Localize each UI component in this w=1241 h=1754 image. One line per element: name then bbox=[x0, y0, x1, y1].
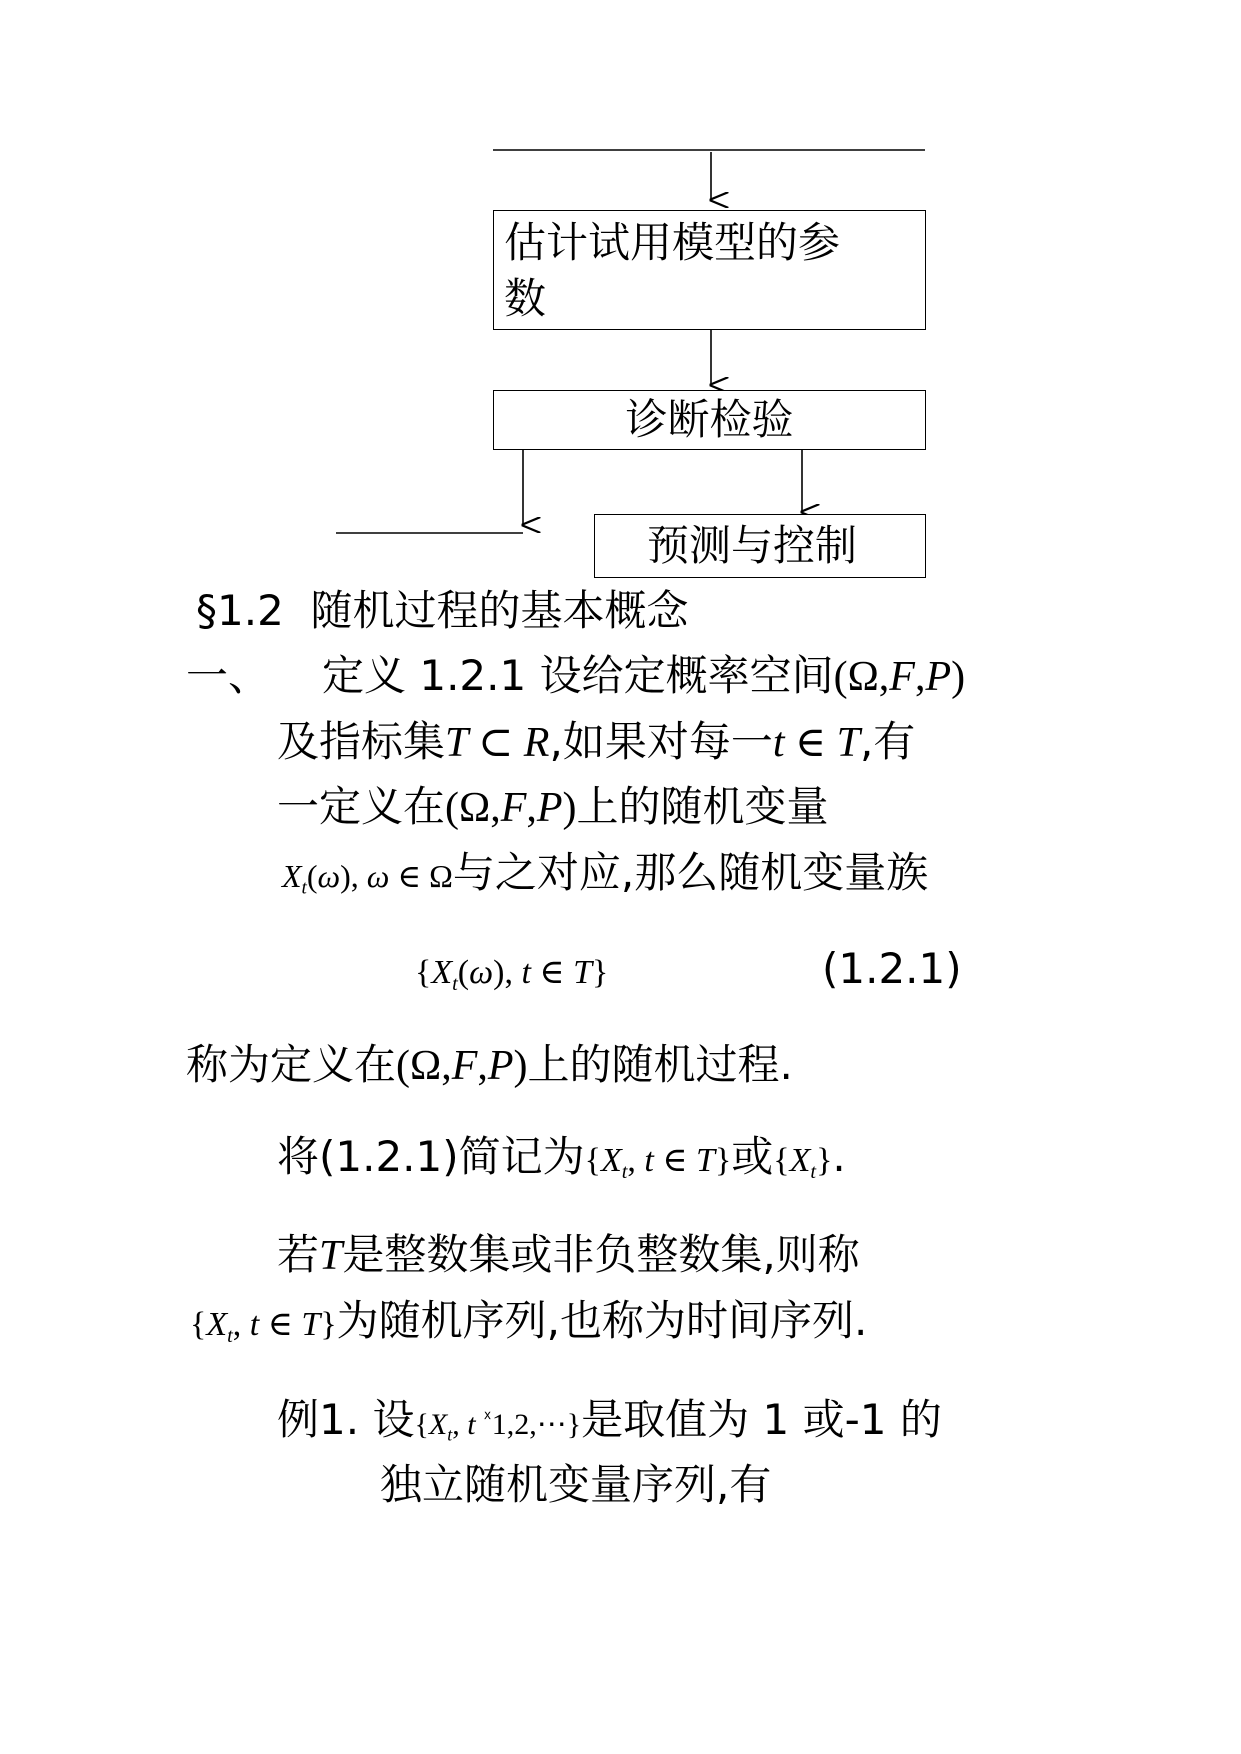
definition-line1-text: 设给定概率空间 bbox=[539, 651, 834, 700]
definition-line-4 bbox=[282, 844, 928, 918]
example-line-1 bbox=[277, 1390, 942, 1463]
def-line2-b: ,如果对每一 bbox=[549, 717, 773, 766]
definition-marker: 一、 bbox=[186, 651, 271, 700]
forecast-control-box bbox=[594, 514, 926, 578]
definition-line-3 bbox=[277, 778, 829, 837]
def-line4-b: 与之对应,那么随机变量族 bbox=[452, 848, 929, 897]
example-sequence-formula: {$X_t$, t $^ᕁ$1,2,⋯} bbox=[414, 1408, 582, 1445]
example-b: 是取值为 1 或-1 的 bbox=[581, 1395, 942, 1444]
T-symbol: T bbox=[319, 1233, 343, 1279]
probability-space-2: (Ω,F,P) bbox=[445, 785, 577, 831]
sequence-line2-b: 为随机序列,也称为时间序列. bbox=[336, 1296, 868, 1345]
probability-space: (Ω,F,P) bbox=[833, 654, 966, 700]
shortest-notation-formula: $\{X_t\}$ bbox=[773, 1142, 833, 1184]
notation-a: 将(1.2.1)简记为 bbox=[277, 1132, 585, 1181]
def-line2-c: ,有 bbox=[859, 717, 916, 766]
index-set-formula: T ⊂ R bbox=[445, 720, 550, 766]
notation-c: . bbox=[832, 1132, 846, 1181]
sequence-formula: {$X_t$, t ∈ T} bbox=[190, 1306, 337, 1348]
def-line5-a: 称为定义在 bbox=[186, 1040, 397, 1089]
sequence-line-1 bbox=[277, 1226, 860, 1285]
definition-line-1 bbox=[322, 647, 965, 706]
equation-number: (1.2.1) bbox=[822, 944, 962, 993]
diagnostic-check-label: 诊断检验 bbox=[625, 395, 794, 444]
definition-title: 定义 1.2.1 bbox=[322, 651, 527, 700]
short-notation-formula: {$X_t$, t ∈ T} bbox=[584, 1142, 732, 1184]
def-line3-a: 一定义在 bbox=[277, 782, 446, 831]
sequence-line-2 bbox=[190, 1292, 867, 1365]
diagnostic-check-box bbox=[493, 390, 926, 450]
t-in-T-formula: t ∈ T bbox=[772, 720, 860, 766]
definition-line-5 bbox=[186, 1036, 793, 1095]
notation-b: 或 bbox=[731, 1132, 774, 1181]
sequence-a: 若 bbox=[277, 1230, 320, 1279]
definition-line-2 bbox=[277, 713, 915, 772]
process-family-formula: {$X_t(\omega)$, t ∈ T} bbox=[415, 954, 609, 996]
estimate-parameters-box bbox=[493, 210, 926, 330]
section-heading: §1.2 随机过程的基本概念 bbox=[196, 586, 689, 635]
def-line2-a: 及指标集 bbox=[277, 717, 446, 766]
example-line-2: 独立随机变量序列,有 bbox=[380, 1460, 772, 1509]
forecast-control-label: 预测与控制 bbox=[647, 521, 858, 570]
notation-line bbox=[277, 1128, 846, 1201]
equation-1-2-1 bbox=[415, 940, 608, 1013]
example-a: 设 bbox=[372, 1395, 415, 1444]
example-label: 例1. bbox=[277, 1395, 360, 1444]
sequence-b: 是整数集或非负整数集,则称 bbox=[342, 1230, 860, 1279]
probability-space-3: (Ω,F,P) bbox=[396, 1043, 528, 1089]
estimate-parameters-label: 估计试用模型的参数 bbox=[504, 218, 841, 323]
random-variable-formula: $X_t(\omega)$, ω ∈ Ω bbox=[282, 858, 453, 899]
def-line3-b: 上的随机变量 bbox=[576, 782, 829, 831]
def-line5-b: 上的随机过程. bbox=[527, 1040, 793, 1089]
